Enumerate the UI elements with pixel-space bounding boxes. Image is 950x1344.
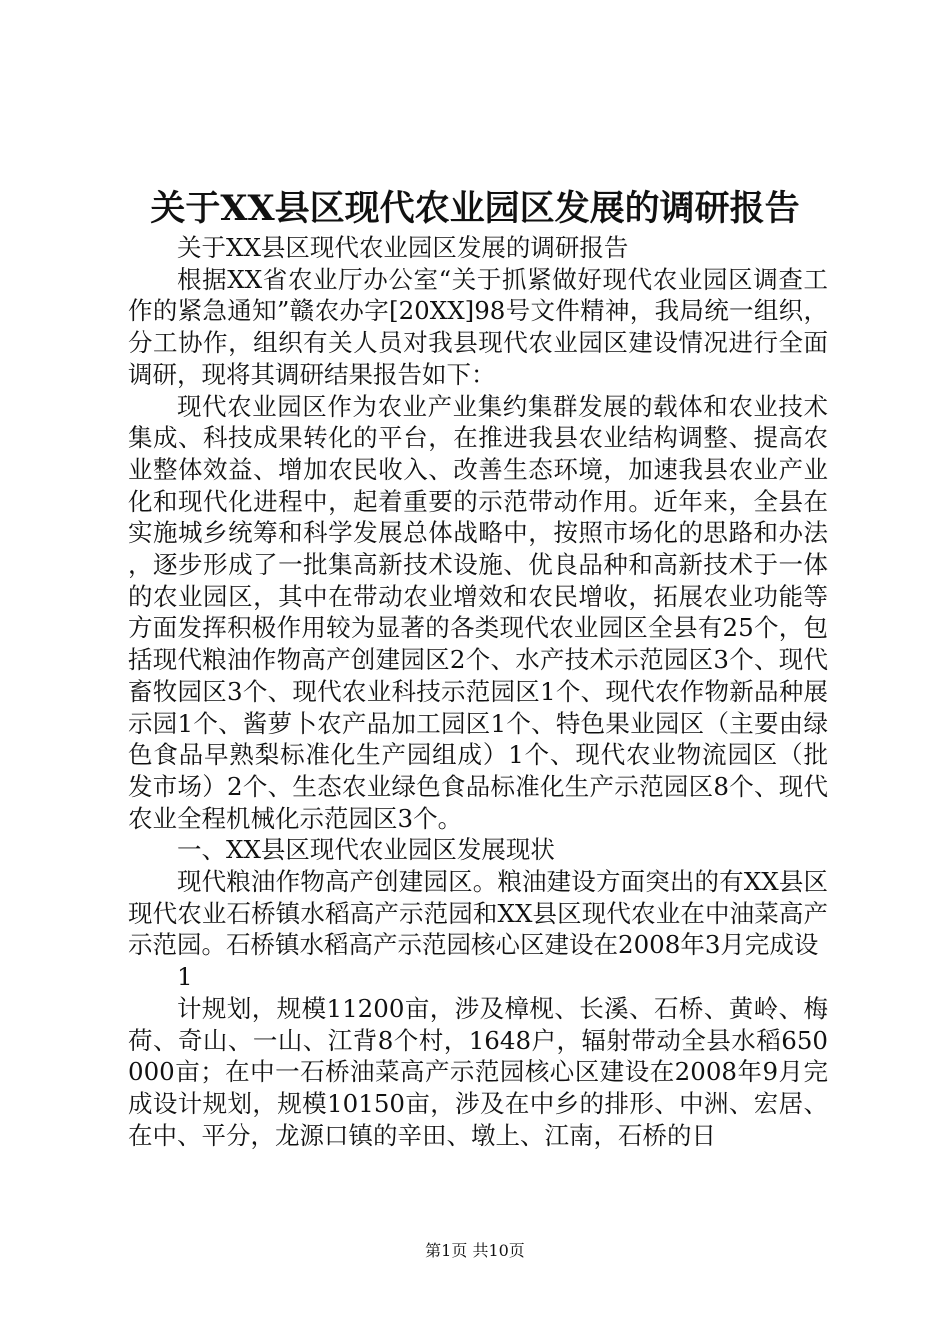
- page-footer: 第1页 共10页: [425, 1241, 525, 1260]
- paragraph-subtitle: 关于XX县区现代农业园区发展的调研报告: [177, 233, 629, 262]
- document-body: [128, 232, 828, 1151]
- paragraph-continuation: 计规划，规模11200亩，涉及樟枧、长溪、石桥、黄岭、梅荷、奇山、一山、江背8个村，1648户，辐射带动全县水稻650000亩；在中一石桥油菜高产示范园核心区建设在2008年9月完成设计规划，规模10150亩，涉及在中乡的排形、中洲、宏居、在中、平分，龙源口镇的辛田、墩上、江南，石桥的日: [128, 993, 828, 1150]
- page-marker: 1: [177, 962, 193, 992]
- paragraph-overview: 现代农业园区作为农业产业集约集群发展的载体和农业技术集成、科技成果转化的平台，在推进我县农业结构调整、提高农业整体效益、增加农民收入、改善生态环境，加速我县农业产业化和现代化进程中，起着重要的示范带动作用。近年来，全县在实施城乡统筹和科学发展总体战略中，按照市场化的思路和办法，逐步形成了一批集高新技术设施、优良品种和高新技术于一体的农业园区，其中在带动农业增效和农民增收，拓展农业功能等方面发挥积极作用较为显著的各类现代农业园区全县有25个，包括现代粮油作物高产创建园区2个、水产技术示范园区3个、现代畜牧园区3个、现代农业科技示范园区1个、现代农作物新品种展示园1个、酱萝卜农产品加工园区1个、特色果业园区（主要由绿色食品早熟梨标准化生产园组成）1个、现代农业物流园区（批发市场）2个、生态农业绿色食品标准化生产示范园区8个、现代农业全程机械化示范园区3个。: [128, 391, 828, 833]
- paragraph-grain-oil: 现代粮油作物高产创建园区。粮油建设方面突出的有XX县区现代农业石桥镇水稻高产示范园和XX县区现代农业在中油菜高产示范园。石桥镇水稻高产示范园核心区建设在2008年3月完成设: [128, 867, 828, 960]
- document-title: 关于XX县区现代农业园区发展的调研报告: [150, 188, 800, 229]
- paragraph-intro: 根据XX省农业厅办公室“关于抓紧做好现代农业园区调查工作的紧急通知”赣农办字[20XX]98号文件精神，我局统一组织，分工协作，组织有关人员对我县现代农业园区建设情况进行全面调研，现将其调研结果报告如下：: [128, 264, 828, 389]
- section-heading: 一、XX县区现代农业园区发展现状: [177, 835, 555, 865]
